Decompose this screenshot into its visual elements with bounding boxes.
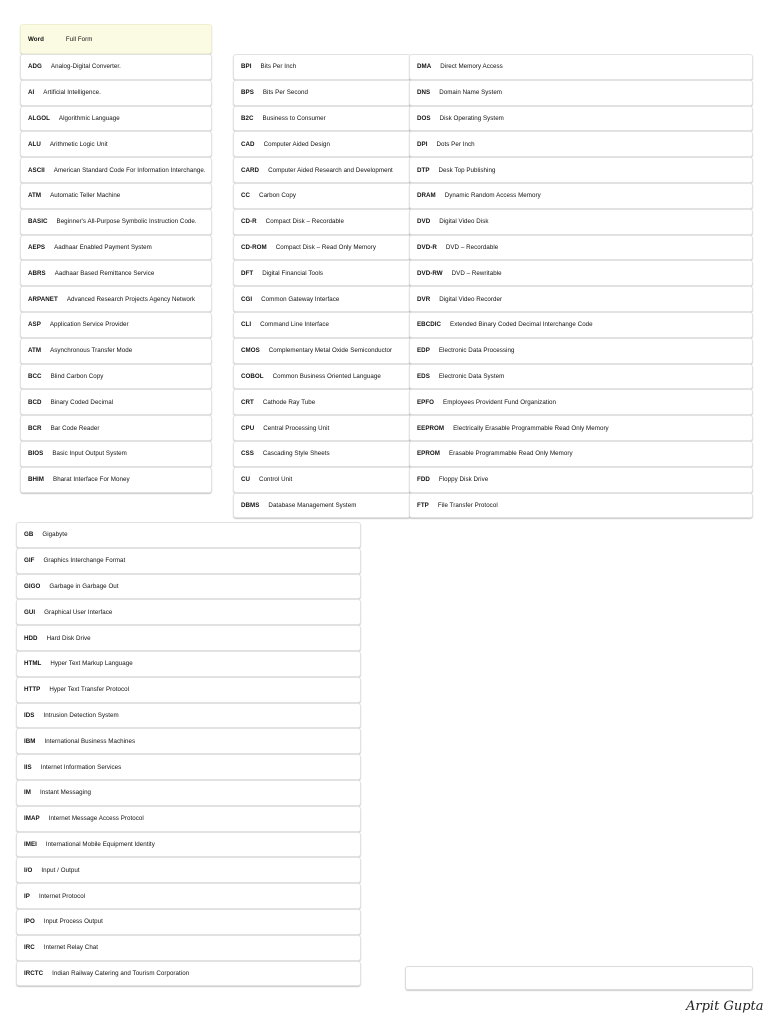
table-row [409, 415, 753, 441]
abbreviation-full-form: Algorithmic Language [58, 114, 120, 122]
abbreviation-word: HTML [24, 660, 42, 668]
table-row [16, 548, 361, 574]
table-row [20, 441, 212, 467]
table-row [409, 389, 753, 415]
table-row [233, 106, 411, 132]
abbreviation-full-form: Disk Operating System [439, 114, 504, 122]
abbreviation-full-form: Dynamic Random Access Memory [444, 192, 541, 200]
table-row [16, 625, 361, 651]
abbreviation-full-form: Control Unit [259, 476, 293, 484]
header-full-form: Full Form [65, 35, 93, 43]
table-row [20, 286, 212, 312]
abbreviation-word: IM [24, 789, 31, 797]
abbreviation-full-form: Advanced Research Projects Agency Network [66, 295, 196, 303]
abbreviation-word: BPI [241, 63, 252, 71]
table-row [16, 780, 361, 806]
table-row [233, 157, 411, 183]
abbreviation-full-form: Analog-Digital Converter. [50, 63, 121, 71]
abbreviation-word: GUI [24, 608, 36, 616]
abbreviation-word: CAD [241, 140, 255, 148]
abbreviation-word: HDD [24, 634, 38, 642]
abbreviation-word: ASP [28, 321, 41, 329]
abbreviation-word: DVR [417, 295, 431, 303]
table-row [16, 574, 361, 600]
table-row [233, 415, 411, 441]
abbreviation-word: CD-ROM [241, 243, 267, 251]
table-row [409, 338, 753, 364]
abbreviation-full-form: Extended Binary Coded Decimal Interchange Code [450, 321, 593, 329]
table-row [16, 703, 361, 729]
abbreviation-full-form: Dots Per Inch [436, 140, 475, 148]
abbreviation-full-form: Digital Video Disk [439, 218, 489, 226]
table-row [20, 338, 212, 364]
abbreviation-word: IP [24, 892, 30, 900]
table-row [20, 157, 212, 183]
table-row [409, 441, 753, 467]
abbreviation-word: BCD [28, 398, 42, 406]
abbreviation-full-form: Floppy Disk Drive [438, 476, 489, 484]
abbreviation-full-form: Direct Memory Access [440, 63, 503, 71]
abbreviation-full-form: Graphical User Interface [44, 608, 113, 616]
abbreviation-word: COBOL [241, 372, 264, 380]
table-row [409, 286, 753, 312]
abbreviation-word: CGI [241, 295, 253, 303]
abbreviation-full-form: Computer Aided Design [263, 140, 330, 148]
table-row [233, 209, 411, 235]
abbreviation-word: ALU [28, 140, 41, 148]
abbreviation-full-form: Business to Consumer [262, 114, 326, 122]
abbreviation-full-form: Hard Disk Drive [46, 634, 91, 642]
abbreviation-word: FTP [417, 501, 429, 509]
table-row [409, 131, 753, 157]
abbreviation-full-form: Input / Output [41, 866, 80, 874]
table-row [20, 209, 212, 235]
table-row [16, 728, 361, 754]
abbreviation-full-form: American Standard Code For Information Interchange. [53, 166, 206, 174]
table-row [16, 857, 361, 883]
abbreviation-word: CMOS [241, 347, 260, 355]
abbreviation-full-form: Aadhaar Based Remittance Service [54, 269, 155, 277]
table-row [233, 312, 411, 338]
table-row [409, 235, 753, 261]
table-row [233, 467, 411, 493]
abbreviation-word: BCC [28, 372, 42, 380]
abbreviation-word: DPI [417, 140, 428, 148]
header-word: Word [28, 35, 44, 43]
abbreviation-word: ASCII [28, 166, 45, 174]
abbreviation-full-form: Instant Messaging [39, 789, 92, 797]
abbreviation-full-form: Database Management System [268, 501, 357, 509]
abbreviation-word: DTP [417, 166, 430, 174]
abbreviation-full-form: Asynchronous Transfer Mode [50, 347, 133, 355]
abbreviation-full-form: Graphics Interchange Format [43, 557, 126, 565]
abbreviation-full-form: Aadhaar Enabled Payment System [54, 243, 152, 251]
abbreviation-full-form: Garbage in Garbage Out [49, 582, 119, 590]
abbreviation-word: IIS [24, 763, 32, 771]
abbreviation-full-form: Compact Disk – Recordable [265, 218, 344, 226]
abbreviation-word: IRC [24, 944, 35, 952]
abbreviation-word: EEPROM [417, 424, 445, 432]
table-row [409, 312, 753, 338]
table-row [16, 651, 361, 677]
abbreviation-full-form: Cascading Style Sheets [262, 450, 330, 458]
abbreviation-word: EDP [417, 347, 430, 355]
abbreviation-full-form: Digital Video Recorder [439, 295, 503, 303]
abbreviation-word: DMA [417, 63, 432, 71]
table-row [16, 599, 361, 625]
abbreviation-column-2 [233, 54, 411, 518]
abbreviation-full-form: Employees Provident Fund Organization [443, 398, 556, 406]
abbreviation-column-4 [16, 522, 361, 986]
abbreviation-full-form: Hyper Text Transfer Protocol [49, 686, 130, 694]
abbreviation-full-form: Common Business Oriented Language [272, 372, 381, 380]
abbreviation-word: BASIC [28, 218, 48, 226]
abbreviation-word: DOS [417, 114, 431, 122]
abbreviation-word: BHIM [28, 476, 45, 484]
abbreviation-full-form: International Mobile Equipment Identity [45, 840, 155, 848]
abbreviation-full-form: Internet Message Access Protocol [48, 815, 144, 823]
abbreviation-full-form: Electronic Data Processing [438, 347, 515, 355]
abbreviation-full-form: DVD – Rewritable [451, 269, 502, 277]
table-row [20, 235, 212, 261]
abbreviation-word: CARD [241, 166, 260, 174]
abbreviation-word: DFT [241, 269, 254, 277]
table-row [233, 364, 411, 390]
abbreviation-full-form: Central Processing Unit [263, 424, 330, 432]
empty-row-box [405, 966, 753, 990]
abbreviation-full-form: File Transfer Protocol [437, 501, 498, 509]
table-row [409, 157, 753, 183]
abbreviation-full-form: Domain Name System [439, 89, 503, 97]
table-row [20, 54, 212, 80]
abbreviation-word: ALGOL [28, 114, 50, 122]
abbreviation-full-form: Indian Railway Catering and Tourism Corporation [52, 969, 190, 977]
table-row [409, 106, 753, 132]
table-header-row [20, 24, 212, 54]
table-row [20, 131, 212, 157]
table-row [233, 80, 411, 106]
abbreviation-full-form: Hyper Text Markup Language [50, 660, 133, 668]
table-row [20, 415, 212, 441]
table-row [409, 493, 753, 519]
abbreviation-word: BCR [28, 424, 42, 432]
abbreviation-full-form: Carbon Copy [259, 192, 297, 200]
abbreviation-word: B2C [241, 114, 254, 122]
table-row [233, 183, 411, 209]
abbreviation-full-form: Automatic Teller Machine [50, 192, 121, 200]
table-row [409, 80, 753, 106]
abbreviation-full-form: DVD – Recordable [445, 243, 499, 251]
table-row [233, 260, 411, 286]
table-row [233, 286, 411, 312]
table-row [233, 54, 411, 80]
abbreviation-full-form: International Business Machines [44, 737, 136, 745]
abbreviation-word: ATM [28, 192, 42, 200]
table-row [409, 183, 753, 209]
abbreviation-word: EBCDIC [417, 321, 442, 329]
abbreviation-full-form: Bits Per Second [262, 89, 308, 97]
abbreviation-full-form: Compact Disk – Read Only Memory [275, 243, 376, 251]
table-row [409, 467, 753, 493]
table-row [16, 806, 361, 832]
abbreviation-word: FDD [417, 476, 430, 484]
table-row [20, 467, 212, 493]
author-signature: Arpit Gupta [686, 999, 764, 1014]
abbreviation-word: I/O [24, 866, 33, 874]
abbreviation-word: ARPANET [28, 295, 58, 303]
abbreviation-full-form: Gigabyte [42, 531, 68, 539]
abbreviation-full-form: Digital Financial Tools [262, 269, 324, 277]
abbreviation-full-form: Intrusion Detection System [43, 711, 119, 719]
abbreviation-full-form: Desk Top Publishing [438, 166, 496, 174]
abbreviation-word: DVD-R [417, 243, 437, 251]
abbreviation-word: ADG [28, 63, 42, 71]
abbreviation-word: CLI [241, 321, 252, 329]
abbreviation-word: CSS [241, 450, 254, 458]
table-row [20, 389, 212, 415]
abbreviation-full-form: Electrically Erasable Programmable Read Only Memory [453, 424, 609, 432]
table-row [233, 131, 411, 157]
abbreviation-word: GIGO [24, 582, 41, 590]
abbreviation-word: AI [28, 89, 35, 97]
abbreviation-full-form: Cathode Ray Tube [262, 398, 316, 406]
abbreviation-full-form: Bits Per Inch [260, 63, 297, 71]
abbreviation-full-form: Input Process Output [43, 918, 103, 926]
abbreviation-word: IMEI [24, 840, 37, 848]
abbreviation-word: ABRS [28, 269, 46, 277]
abbreviation-word: IBM [24, 737, 36, 745]
table-row [20, 80, 212, 106]
abbreviation-full-form: Binary Coded Decimal [50, 398, 114, 406]
abbreviation-word: IMAP [24, 815, 40, 823]
abbreviation-word: DVD [417, 218, 431, 226]
table-row [16, 677, 361, 703]
abbreviation-word: EDS [417, 372, 430, 380]
abbreviation-word: BPS [241, 89, 254, 97]
table-row [16, 522, 361, 548]
table-row [16, 832, 361, 858]
abbreviation-word: BIOS [28, 450, 44, 458]
abbreviation-full-form: Application Service Provider [49, 321, 129, 329]
table-row [16, 883, 361, 909]
abbreviation-full-form: Common Gateway Interface [261, 295, 340, 303]
abbreviation-word: HTTP [24, 686, 41, 694]
table-row [20, 106, 212, 132]
abbreviation-word: IPO [24, 918, 35, 926]
table-row [409, 364, 753, 390]
abbreviation-word: ATM [28, 347, 42, 355]
table-row [409, 260, 753, 286]
abbreviation-word: IDS [24, 711, 35, 719]
abbreviation-word: EPROM [417, 450, 440, 458]
abbreviation-word: DNS [417, 89, 431, 97]
abbreviation-full-form: Beginner's All-Purpose Symbolic Instruction Code. [56, 218, 197, 226]
table-row [16, 909, 361, 935]
table-row [20, 183, 212, 209]
table-row [20, 260, 212, 286]
abbreviation-word: GIF [24, 557, 35, 565]
abbreviation-full-form: Artificial Intelligence. [43, 89, 101, 97]
abbreviation-word: DBMS [241, 501, 260, 509]
table-row [409, 209, 753, 235]
table-row [20, 364, 212, 390]
table-row [16, 961, 361, 987]
abbreviation-word: CU [241, 476, 251, 484]
abbreviation-word: EPFO [417, 398, 435, 406]
abbreviation-full-form: Electronic Data System [438, 372, 505, 380]
abbreviation-full-form: Internet Relay Chat [43, 944, 99, 952]
table-row [233, 441, 411, 467]
abbreviation-column-1 [20, 24, 212, 493]
table-row [16, 935, 361, 961]
abbreviation-full-form: Complementary Metal Oxide Semiconductor [268, 347, 393, 355]
abbreviation-full-form: Command Line Interface [260, 321, 329, 329]
abbreviation-full-form: Bar Code Reader [50, 424, 100, 432]
abbreviation-full-form: Computer Aided Research and Development [268, 166, 393, 174]
table-row [233, 338, 411, 364]
abbreviation-word: AEPS [28, 243, 46, 251]
table-row [233, 389, 411, 415]
table-row [233, 493, 411, 519]
abbreviation-word: CD-R [241, 218, 257, 226]
abbreviation-full-form: Blind Carbon Copy [50, 372, 104, 380]
abbreviation-word: GB [24, 531, 34, 539]
abbreviation-full-form: Internet Information Services [40, 763, 122, 771]
abbreviation-full-form: Bharat Interface For Money [53, 476, 130, 484]
abbreviation-word: DVD-RW [417, 269, 443, 277]
abbreviation-full-form: Erasable Programmable Read Only Memory [448, 450, 573, 458]
abbreviation-full-form: Basic Input Output System [52, 450, 127, 458]
table-row [409, 54, 753, 80]
table-row [20, 312, 212, 338]
abbreviation-word: CC [241, 192, 251, 200]
abbreviation-word: IRCTC [24, 969, 44, 977]
abbreviation-full-form: Arithmetic Logic Unit [49, 140, 108, 148]
abbreviation-column-3 [409, 54, 753, 518]
abbreviation-word: CPU [241, 424, 255, 432]
table-row [16, 754, 361, 780]
table-row [233, 235, 411, 261]
abbreviation-full-form: Internet Protocol [38, 892, 86, 900]
abbreviation-word: CRT [241, 398, 254, 406]
abbreviation-word: DRAM [417, 192, 436, 200]
